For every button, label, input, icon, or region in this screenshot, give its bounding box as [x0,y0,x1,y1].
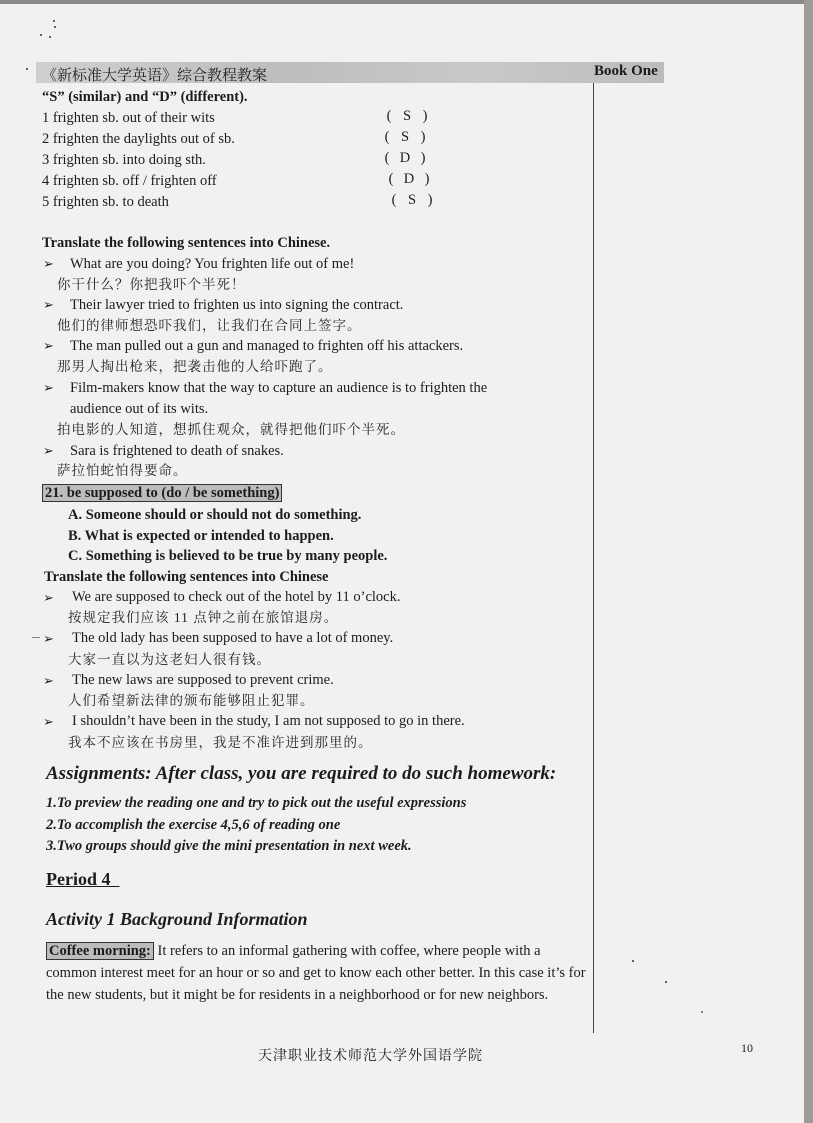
bullet-arrow-icon: ➢ [43,256,54,271]
exercise-item: 1 frighten sb. out of their wits [42,110,215,126]
exercise-answer: ( S ) [391,192,433,208]
footer-institution: 天津职业技术师范大学外国语学院 [258,1049,483,1064]
bullet-arrow-icon: ➢ [43,714,54,729]
scan-speck [701,1011,703,1013]
scan-speck [632,960,634,962]
scan-top-border [0,0,813,4]
sentence-en: Their lawyer tried to frighten us into signing the contract. [70,297,404,313]
sentence-en: I shouldn’t have been in the study, I am not supposed to go in there. [72,713,465,729]
sentence-zh: 人们希望新法律的颁布能够阻止犯罪。 [68,693,315,708]
entry-meaning: A. Someone should or should not do something. [68,507,362,523]
bullet-arrow-icon: ➢ [43,380,54,395]
sentence-zh: 萨拉怕蛇怕得要命。 [57,463,188,478]
bullet-arrow-icon: ➢ [43,338,54,353]
sentence-zh: 那男人掏出枪来，把袭击他的人给吓跑了。 [57,359,333,374]
scan-speck [54,26,56,28]
entry-title: 21. be supposed to (do / be something) [42,484,282,502]
sentence-zh: 按规定我们应该 11 点钟之前在旅馆退房。 [68,610,339,625]
scan-speck [49,36,51,38]
exercise-item: 3 frighten sb. into doing sth. [42,152,206,168]
sentence-en: What are you doing? You frighten life out of me! [70,256,355,272]
exercise-item: 5 frighten sb. to death [42,194,169,210]
sentence-zh: 他们的律师想恐吓我们，让我们在合同上签字。 [57,318,362,333]
term-label: Coffee morning: [46,942,154,960]
term-definition: It refers to an informal gathering with coffee, where people with a common interest meet for an hour or so and get to know each other better. In this case it’s for the new students, but it might be for residents in a neighborhood or for new neighbors. [46,943,586,1003]
exercise-item: 4 frighten sb. off / frighten off [42,173,217,189]
sentence-zh: 大家一直以为这老妇人很有钱。 [68,652,271,667]
sentence-en: Film-makers know that the way to capture an audience is to frighten the [70,380,488,396]
exercise-instruction: “S” (similar) and “D” (different). [42,89,248,105]
bullet-arrow-icon: ➢ [43,443,54,458]
assignments-title: Assignments: After class, you are required to do such homework: [46,763,557,784]
entry-meaning: B. What is expected or intended to happen. [68,528,334,544]
assignment-item: 3.Two groups should give the mini presentation in next week. [46,838,412,854]
sentence-en: The new laws are supposed to prevent crime. [72,672,334,688]
bullet-arrow-icon: ➢ [43,297,54,312]
activity-title: Activity 1 Background Information [46,909,308,929]
scan-right-border [804,0,813,1123]
exercise-answer: ( D ) [384,150,426,166]
scan-speck [40,34,42,36]
header-title: 《新标准大学英语》综合教程教案 [42,68,268,84]
scan-speck [665,981,667,983]
exercise-answer: ( S ) [384,129,426,145]
scan-speck [53,20,55,22]
bullet-arrow-icon: ➢ [43,673,54,688]
period-heading: Period 4 [46,869,120,889]
margin-mark [32,637,40,638]
entry-meaning: C. Something is believed to be true by many people. [68,548,388,564]
assignment-item: 1.To preview the reading one and try to pick out the useful expressions [46,795,467,811]
bullet-arrow-icon: ➢ [43,590,54,605]
sentence-zh: 你干什么？你把我吓个半死！ [57,277,246,292]
sentence-zh: 我本不应该在书房里，我是不准许进到那里的。 [68,735,373,750]
scan-speck [26,68,28,70]
exercise-item: 2 frighten the daylights out of sb. [42,131,235,147]
translate-heading: Translate the following sentences into Chinese [44,569,329,585]
page-number: 10 [741,1041,753,1055]
sentence-en-continued: audience out of its wits. [70,401,209,417]
sentence-en: Sara is frightened to death of snakes. [70,443,284,459]
margin-rule [593,83,594,1033]
activity-paragraph [46,940,591,1006]
bullet-arrow-icon: ➢ [43,631,54,646]
sentence-en: The old lady has been supposed to have a lot of money. [72,630,394,646]
sentence-en: The man pulled out a gun and managed to frighten off his attackers. [70,338,464,354]
header-book-label: Book One [594,63,658,79]
sentence-zh: 拍电影的人知道，想抓住观众，就得把他们吓个半死。 [57,422,405,437]
translate-heading: Translate the following sentences into Chinese. [42,235,331,251]
exercise-answer: ( D ) [388,171,430,187]
sentence-en: We are supposed to check out of the hotel by 11 o’clock. [72,589,401,605]
assignment-item: 2.To accomplish the exercise 4,5,6 of reading one [46,817,341,833]
exercise-answer: ( S ) [386,108,428,124]
